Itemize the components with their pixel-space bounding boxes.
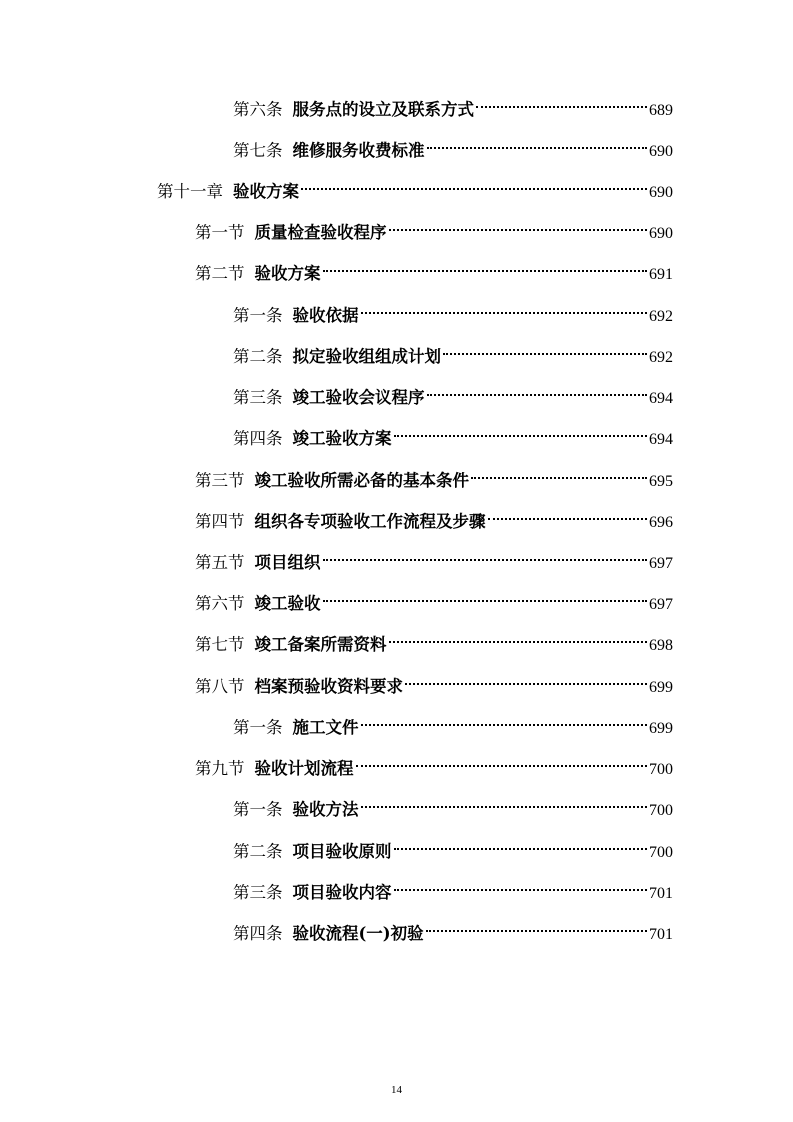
toc-entry-title: 竣工验收会议程序 xyxy=(292,388,425,407)
toc-entry-title: 项目验收内容 xyxy=(292,883,392,902)
toc-entry-number: 第九节 xyxy=(195,759,245,778)
toc-entry-title: 竣工验收方案 xyxy=(292,429,392,448)
dot-leader xyxy=(323,583,648,609)
toc-entry-page: 699 xyxy=(649,679,673,696)
toc-entry-page: 690 xyxy=(649,225,673,242)
toc-entry-number: 第五节 xyxy=(195,553,245,572)
toc-entry[interactable] xyxy=(195,624,673,654)
toc-entry-title: 项目组织 xyxy=(254,553,321,572)
dot-leader xyxy=(394,831,648,857)
toc-entry-number: 第二条 xyxy=(233,347,283,366)
toc-entry-page: 694 xyxy=(649,390,673,407)
toc-entry-number: 第四条 xyxy=(233,924,283,943)
toc-entry-title: 档案预验收资料要求 xyxy=(254,677,403,696)
toc-entry-page: 689 xyxy=(649,102,673,119)
toc-entry[interactable] xyxy=(233,872,673,902)
toc-entry-page: 690 xyxy=(649,143,673,160)
toc-entry-number: 第一节 xyxy=(195,223,245,242)
dot-leader xyxy=(405,666,647,692)
page-number: 14 xyxy=(391,1084,402,1096)
toc-entry-page: 692 xyxy=(649,308,673,325)
toc-entry[interactable] xyxy=(195,212,673,242)
toc-entry-number: 第六条 xyxy=(233,100,283,119)
toc-entry-title: 拟定验收组组成计划 xyxy=(292,347,441,366)
toc-entry[interactable] xyxy=(195,583,673,613)
toc-entry[interactable] xyxy=(233,336,673,366)
toc-entry-number: 第七条 xyxy=(233,141,283,160)
toc-entry-number: 第二节 xyxy=(195,264,245,283)
toc-entry-page: 694 xyxy=(649,431,673,448)
toc-entry-title: 验收计划流程 xyxy=(254,759,354,778)
toc-entry[interactable] xyxy=(233,789,673,819)
toc-entry[interactable] xyxy=(195,253,673,283)
toc-entry-page: 696 xyxy=(649,514,673,531)
toc-entry-number: 第六节 xyxy=(195,594,245,613)
toc-entry-number: 第三条 xyxy=(233,883,283,902)
dot-leader xyxy=(301,171,647,197)
toc-entry-number: 第一条 xyxy=(233,718,283,737)
dot-leader xyxy=(323,253,648,279)
dot-leader xyxy=(394,872,648,898)
toc-entry-title: 竣工验收所需必备的基本条件 xyxy=(254,471,469,490)
toc-entry[interactable] xyxy=(233,377,673,407)
dot-leader xyxy=(389,624,648,650)
toc-entry-page: 699 xyxy=(649,720,673,737)
toc-entry-title: 质量检查验收程序 xyxy=(254,223,387,242)
toc-entry-title: 验收方案 xyxy=(233,182,299,201)
toc-entry[interactable] xyxy=(195,542,673,572)
toc-entry-page: 700 xyxy=(649,844,673,861)
toc-entry-number: 第一条 xyxy=(233,800,283,819)
toc-entry[interactable] xyxy=(233,295,673,325)
toc-entry-page: 698 xyxy=(649,637,673,654)
toc-entry[interactable] xyxy=(233,831,673,861)
toc-entry-page: 691 xyxy=(649,266,673,283)
toc-entry-title: 验收方案 xyxy=(254,264,321,283)
toc-entry-title: 竣工验收 xyxy=(254,594,321,613)
dot-leader xyxy=(361,295,648,321)
dot-leader xyxy=(443,336,647,362)
dot-leader xyxy=(426,913,647,939)
toc-entry-title: 维修服务收费标准 xyxy=(292,141,425,160)
dot-leader xyxy=(488,501,648,527)
toc-entry-number: 第十一章 xyxy=(157,182,223,201)
toc-entry[interactable] xyxy=(195,666,673,696)
toc-entry-title: 施工文件 xyxy=(292,718,359,737)
toc-entry-page: 692 xyxy=(649,349,673,366)
toc-entry[interactable] xyxy=(233,418,673,448)
toc-entry[interactable] xyxy=(233,913,673,943)
toc-entry-title: 验收流程(一)初验 xyxy=(292,924,424,943)
toc-entry-number: 第二条 xyxy=(233,842,283,861)
toc-entry-title: 项目验收原则 xyxy=(292,842,392,861)
toc-entry[interactable] xyxy=(233,89,673,119)
toc-entry-page: 701 xyxy=(649,885,673,902)
toc-entry[interactable] xyxy=(233,130,673,160)
toc-entry[interactable] xyxy=(233,707,673,737)
toc-entry[interactable] xyxy=(195,748,673,778)
toc-entry-number: 第三条 xyxy=(233,388,283,407)
toc-entry-page: 700 xyxy=(649,761,673,778)
dot-leader xyxy=(361,789,648,815)
toc-entry-number: 第三节 xyxy=(195,471,245,490)
toc-entry-number: 第四节 xyxy=(195,512,245,531)
dot-leader xyxy=(394,418,648,444)
toc-entry-page: 700 xyxy=(649,802,673,819)
dot-leader xyxy=(476,89,647,115)
dot-leader xyxy=(471,460,647,486)
dot-leader xyxy=(323,542,648,568)
toc-entry-page: 697 xyxy=(649,555,673,572)
toc-entry[interactable] xyxy=(157,171,673,201)
toc-entry-page: 690 xyxy=(649,184,673,201)
toc-entry-number: 第四条 xyxy=(233,429,283,448)
toc-entry-title: 组织各专项验收工作流程及步骤 xyxy=(254,512,486,531)
dot-leader xyxy=(427,377,648,403)
dot-leader xyxy=(356,748,648,774)
toc-entry-number: 第一条 xyxy=(233,306,283,325)
toc-entry[interactable] xyxy=(195,460,673,490)
toc-entry-title: 验收方法 xyxy=(292,800,359,819)
toc-entry-title: 竣工备案所需资料 xyxy=(254,635,387,654)
toc-entry-number: 第七节 xyxy=(195,635,245,654)
dot-leader xyxy=(427,130,648,156)
toc-entry[interactable] xyxy=(195,501,673,531)
dot-leader xyxy=(389,212,648,238)
toc-entry-number: 第八节 xyxy=(195,677,245,696)
toc-entry-page: 701 xyxy=(649,926,673,943)
toc-entry-page: 697 xyxy=(649,596,673,613)
toc-entry-title: 服务点的设立及联系方式 xyxy=(292,100,474,119)
toc-entry-page: 695 xyxy=(649,473,673,490)
toc-entry-title: 验收依据 xyxy=(292,306,359,325)
dot-leader xyxy=(361,707,648,733)
